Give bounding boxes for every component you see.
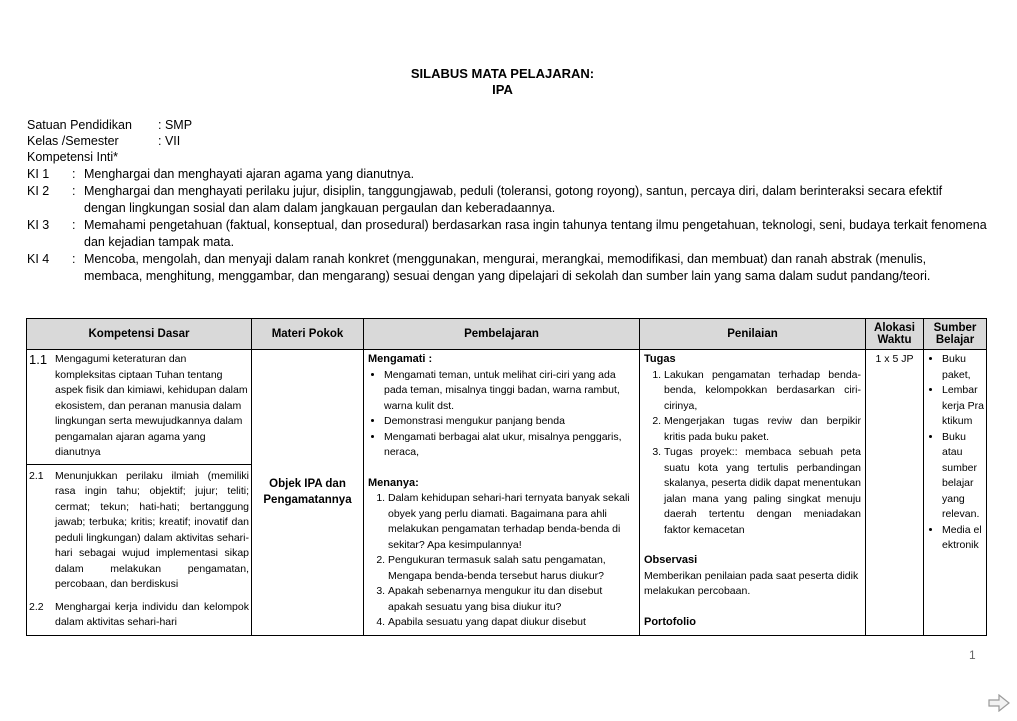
table-header-row — [27, 319, 987, 350]
table-row — [27, 350, 987, 636]
ki-code: KI 2 — [27, 184, 50, 198]
list-item: • Mengamati teman, untuk melihat ciri-ciri yang ada pada teman, misalnya tinggi badan, warna rambut, warna kulit dst. — [384, 368, 635, 415]
list-item: 1. Dalam kehidupan sehari-hari ternyata banyak sekali obyek yang perlu diamati. Bagaimana para ahli melakukan pengamatan terhadap benda-benda di sekitar? Apa kesimpulannya! — [388, 491, 635, 553]
col-header-sumber-belajar: Sumber Belajar — [924, 319, 987, 350]
header-kelas-semester — [27, 133, 180, 149]
portofolio-heading: Portofolio — [644, 615, 696, 628]
kd-number: 2.1 — [29, 469, 44, 482]
mengamati-heading: Mengamati : — [368, 353, 433, 365]
kd-text: Mengagumi keteraturan dan kompleksitas ciptaan Tuhan tentang aspek fisik dan kimiawi, kehidupan dalam ekosistem, dan peranan manusia dalam lingkungan serta mewujudkannya dalam pengamalan ajaran agama yang dianutnya — [55, 353, 248, 458]
list-item: 1. Lakukan pengamatan terhadap benda-benda, kelompokkan berdasarkan ciri-cirinya, — [664, 368, 861, 415]
penilaian-cell — [640, 350, 866, 636]
ki-colon: : — [72, 167, 76, 181]
ki-colon: : — [72, 218, 76, 232]
observasi-heading: Observasi — [644, 554, 698, 566]
mengamati-list — [368, 368, 635, 461]
header-satuan-pendidikan — [27, 117, 192, 133]
syllabus-title: SILABUS MATA PELAJARAN: — [410, 66, 595, 81]
header-label: Kelas /Semester — [27, 134, 119, 148]
ki-text: Mencoba, mengolah, dan menyaji dalam ranah konkret (menggunakan, mengurai, merangkai, memodifikasi, dan membuat) dan ranah abstrak (menulis, membaca, menghitung, menggambar, dan mengarang) sesuai dengan yang dipelajari di sekolah dan sumber lain yang sama dalam sudut pandang/teori. — [84, 252, 931, 283]
ki-code: KI 3 — [27, 218, 50, 232]
list-item: 3. Apakah sebenarnya mengukur itu dan disebut apakah sesuatu yang bisa diukur itu? — [388, 584, 635, 615]
tugas-list — [644, 368, 861, 539]
list-item: • Media elektronik — [942, 523, 984, 554]
tugas-heading: Tugas — [644, 353, 676, 365]
ki-item — [27, 166, 987, 183]
sumber-belajar-cell — [924, 350, 987, 636]
menanya-heading: Menanya: — [368, 476, 419, 489]
kd-item — [27, 596, 251, 634]
list-item: 2. Pengukuran termasuk salah satu pengamatan, Mengapa benda-benda tersebut harus diukur? — [388, 553, 635, 584]
list-item: 4. Apabila sesuatu yang dapat diukur disebut — [388, 615, 635, 631]
col-header-pembelajaran: Pembelajaran — [364, 319, 640, 350]
materi-pokok-text: Objek IPA dan Pengamatannya — [263, 478, 352, 506]
kompetensi-dasar-cell — [27, 350, 252, 636]
header-label: Satuan Pendidikan — [27, 118, 132, 132]
menanya-list — [368, 491, 635, 631]
list-item: • Buku atau sumber belajar yang relevan. — [942, 430, 984, 523]
list-item: • Buku paket, — [942, 352, 984, 383]
ki-text: Menghargai dan menghayati perilaku jujur, disiplin, tanggungjawab, peduli (toleransi, gotong royong), santun, percaya diri, dalam berinteraksi secara efektif dengan lingkungan sosial dan alam dalam jangkauan pergaulan dan keberadaannya. — [84, 184, 943, 215]
list-item: • Lembar kerja Praktikum — [942, 383, 984, 430]
ki-text: Memahami pengetahuan (faktual, konseptual, dan prosedural) berdasarkan rasa ingin tahunya tentang ilmu pengetahuan, teknologi, seni, budaya terkait fenomena dan kejadian tampak mata. — [84, 218, 987, 249]
arrow-right-icon[interactable] — [988, 694, 1010, 712]
syllabus-table — [26, 318, 987, 636]
ki-colon: : — [72, 252, 76, 266]
col-header-alokasi-waktu: Alokasi Waktu — [866, 319, 924, 350]
kd-number: 2.2 — [29, 600, 44, 613]
kd-number: 1.1 — [29, 352, 48, 367]
col-header-kompetensi-dasar: Kompetensi Dasar — [27, 319, 252, 350]
kd-text: Menunjukkan perilaku ilmiah (memiliki rasa ingin tahu; objektif; jujur; teliti; cermat; tekun; hati-hati; bertanggung jawab; terbuka; kritis; kreatif; inovatif dan peduli lingkungan) dalam aktivitas sehari-hari sebagai wujud implementasi sikap dalam melakukan pengamatan, percobaan, dan berdiskusi — [55, 469, 249, 590]
ki-colon: : — [72, 184, 76, 198]
header-value: : SMP — [158, 118, 193, 132]
ki-item — [27, 183, 987, 217]
sumber-list — [926, 352, 984, 554]
page-number: 1 — [969, 648, 976, 662]
ki-item — [27, 251, 987, 285]
ki-code: KI 1 — [27, 167, 50, 181]
col-header-materi-pokok: Materi Pokok — [252, 319, 364, 350]
materi-pokok-cell — [252, 350, 364, 636]
kd-item — [27, 465, 251, 596]
list-item: 3. Tugas proyek:: membaca sebuah peta suatu kota yang tertulis perbandingan skalanya, peserta didik dapat menentukan jalan mana yang paling singkat menuju daerah tertentu dengan meniadakan faktor kemacetan — [664, 445, 861, 538]
alokasi-waktu-cell — [866, 350, 924, 636]
ki-code: KI 4 — [27, 252, 50, 266]
alokasi-waktu-value: 1 x 5 JP — [875, 353, 914, 365]
ki-text: Menghargai dan menghayati ajaran agama yang dianutnya. — [84, 167, 415, 181]
ki-heading: Kompetensi Inti* — [27, 150, 119, 164]
list-item: • Demonstrasi mengukur panjang benda — [384, 414, 635, 430]
list-item: 2. Mengerjakan tugas reviw dan berpikir kritis pada buku paket. — [664, 414, 861, 445]
observasi-text: Memberikan penilaian pada saat peserta didik melakukan percobaan. — [644, 569, 859, 597]
ki-item — [27, 217, 987, 251]
pembelajaran-cell — [364, 350, 640, 636]
kd-text: Menghargai kerja individu dan kelompok dalam aktivitas sehari-hari — [55, 600, 249, 628]
list-item: • Mengamati berbagai alat ukur, misalnya penggaris, neraca, — [384, 430, 635, 461]
col-header-penilaian: Penilaian — [640, 319, 866, 350]
header-value: : VII — [158, 134, 181, 148]
kd-item — [27, 350, 251, 465]
syllabus-subject: IPA — [492, 82, 513, 97]
